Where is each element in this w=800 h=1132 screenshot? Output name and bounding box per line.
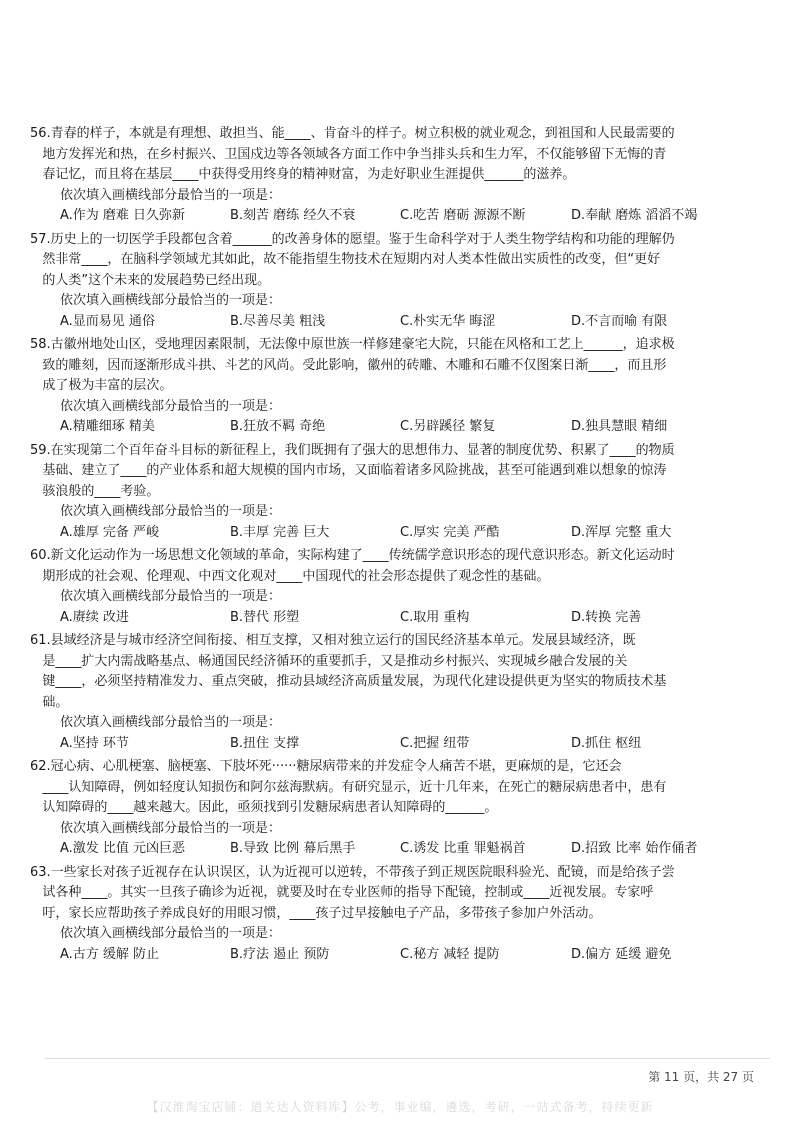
question-text-line: 春记忆，而且将在基层____中获得受用终身的精神财富，为走好职业生涯提供______的滋养。: [30, 167, 576, 182]
answer-option[interactable]: C.把握 纽带: [400, 735, 470, 751]
answer-option[interactable]: C.朴实无华 晦涩: [400, 313, 496, 329]
footer-divider: [45, 1058, 770, 1059]
question-text-line: 础。: [30, 694, 69, 710]
question-text-line: 60.新文化运动作为一场思想文化领域的革命，实际构建了____传统儒学意识形态的现代意识形态。新文化运动时: [30, 548, 675, 563]
question-text-line: 成了极为丰富的层次。: [30, 378, 173, 393]
answer-option[interactable]: C.吃苦 磨砺 源源不断: [400, 208, 526, 223]
question-block: [30, 335, 770, 438]
answer-options: [30, 839, 770, 860]
question-prompt: 依次填入画横线部分最恰当的一项是：: [60, 715, 282, 730]
answer-options: [30, 734, 770, 755]
answer-option[interactable]: C.另辟蹊径 繁复: [400, 419, 496, 434]
answer-option[interactable]: C.秘方 减轻 提防: [400, 946, 500, 962]
question-text-line: 59.在实现第二个百年奋斗目标的新征程上，我们既拥有了强大的思想伟力、显著的制度优势、积累了____的物质: [30, 442, 675, 458]
answer-option[interactable]: D.抓住 枢纽: [571, 735, 642, 751]
page-number: 第 11 页，共 27 页: [648, 1070, 754, 1084]
question-block: [30, 124, 770, 227]
question-prompt: 依次填入画横线部分最恰当的一项是：: [60, 820, 282, 836]
answer-option[interactable]: A.雄厚 完备 严峻: [60, 524, 160, 540]
question-block: [30, 441, 770, 544]
question-prompt: 依次填入画横线部分最恰当的一项是：: [60, 926, 282, 941]
question-text-line: 键____，必须坚持精准发力、重点突破，推动县域经济高质量发展，为现代化建设提供更为坚实的物质技术基: [30, 674, 667, 689]
answer-option[interactable]: B.疗法 遏止 预防: [230, 946, 330, 962]
question-prompt: 依次填入画横线部分最恰当的一项是：: [60, 187, 282, 203]
question-block: [30, 757, 770, 860]
answer-option[interactable]: A.古方 缓解 防止: [60, 946, 160, 962]
watermark-text: 【汉淮淘宝店铺：道关达人资料库】公考，事业编，遴选，考研，一站式备考，持续更新: [146, 1100, 654, 1114]
question-text-line: 试各种____。其实一旦孩子确诊为近视，就要及时在专业医师的指导下配镜，控制或____近视发展。专家呼: [30, 885, 654, 900]
question-text-line: 的人类”这个未来的发展趋势已经出现。: [30, 272, 271, 288]
question-text-line: 是____扩大内需战略基点、畅通国民经济循环的重要抓手，又是推动乡村振兴、实现城乡融合发展的关: [30, 653, 628, 669]
answer-option[interactable]: A.坚持 环节: [60, 735, 129, 751]
answer-option[interactable]: A.作为 磨难 日久弥新: [60, 208, 186, 223]
question-block: [30, 631, 770, 754]
answer-option[interactable]: B.尽善尽美 粗浅: [230, 313, 326, 329]
question-text-line: 致的雕刻，因而逐渐形成斗拱、斗艺的风尚。受此影响，徽州的砖雕、木雕和石雕不仅图案日渐____，而且形: [30, 357, 667, 373]
answer-option[interactable]: D.奉献 磨炼 滔滔不竭: [571, 208, 698, 223]
question-text-line: 认知障碍的____越来越大。因此，亟须找到引发糖尿病患者认知障碍的______。: [30, 800, 498, 815]
question-text-line: 57.历史上的一切医学手段都包含着______的改善身体的愿望。鉴于生命科学对于人类生物学结构和功能的理解仍: [30, 231, 675, 247]
answer-option[interactable]: D.偏方 延缓 避免: [571, 946, 672, 962]
question-prompt: 依次填入画横线部分最恰当的一项是：: [60, 293, 282, 308]
question-text-line: 63.一些家长对孩子近视存在认识误区，认为近视可以逆转，不带孩子到正规医院眼科验光、配镜，而是给孩子尝: [30, 864, 675, 880]
answer-options: [30, 206, 770, 227]
question-block: [30, 863, 770, 966]
question-text-line: 期形成的社会观、伦理观、中西文化观对____中国现代的社会形态提供了观念性的基础。: [30, 568, 550, 584]
answer-option[interactable]: C.诱发 比重 罪魁祸首: [400, 841, 526, 856]
answer-option[interactable]: B.狂放不羁 奇绝: [230, 419, 326, 434]
answer-option[interactable]: D.浑厚 完整 重大: [571, 524, 672, 540]
answer-options: [30, 608, 770, 629]
answer-options: [30, 312, 770, 333]
question-text-line: 然非常____，在脑科学领域尤其如此，故不能指望生物技术在短期内对人类本性做出实质性的改变，但“更好: [30, 252, 661, 267]
answer-option[interactable]: B.导致 比例 幕后黑手: [230, 841, 356, 856]
answer-option[interactable]: D.转换 完善: [571, 609, 642, 625]
question-text-line: 62.冠心病、心肌梗塞、脑梗塞、下肢坏死······糖尿病带来的并发症令人痛苦不堪，更麻烦的是，它还会: [30, 759, 622, 774]
question-text-line: 吁，家长应帮助孩子养成良好的用眼习惯，____孩子过早接触电子产品，多带孩子参加户外活动。: [30, 905, 602, 921]
answer-option[interactable]: A.精雕细琢 精美: [60, 419, 155, 434]
question-text-line: 基础、建立了____的产业体系和超大规模的国内市场，又面临着诸多风险挑战，甚至可能遇到难以想象的惊涛: [30, 463, 667, 478]
question-text-line: 地方发挥光和热，在乡村振兴、卫国戍边等各领域各方面工作中争当排头兵和生力军，不仅能够留下无悔的青: [30, 146, 667, 162]
question-text-line: 61.县域经济是与城市经济空间衔接、相互支撑，又相对独立运行的国民经济基本单元。发展县域经济，既: [30, 633, 636, 648]
question-prompt: 依次填入画横线部分最恰当的一项是：: [60, 589, 282, 604]
question-prompt: 依次填入画横线部分最恰当的一项是：: [60, 398, 282, 414]
question-text-line: ____认知障碍，例如轻度认知损伤和阿尔兹海默病。有研究显示，近十几年来，在死亡的糖尿病患者中，患有: [30, 779, 667, 795]
answer-option[interactable]: B.替代 形塑: [230, 609, 300, 625]
question-text-line: 骇浪般的____考验。: [30, 483, 160, 499]
answer-option[interactable]: D.不言而喻 有限: [571, 313, 668, 329]
question-block: [30, 230, 770, 333]
question-block: [30, 546, 770, 628]
answer-option[interactable]: D.招致 比率 始作俑者: [571, 841, 698, 856]
answer-options: [30, 945, 770, 966]
answer-option[interactable]: A.显而易见 通俗: [60, 313, 155, 329]
answer-option[interactable]: B.扭住 支撑: [230, 735, 300, 751]
answer-options: [30, 523, 770, 544]
answer-option[interactable]: B.刻苦 磨练 经久不衰: [230, 208, 356, 223]
answer-option[interactable]: D.独具慧眼 精细: [571, 419, 668, 434]
answer-option[interactable]: A.赓续 改进: [60, 609, 129, 625]
question-prompt: 依次填入画横线部分最恰当的一项是：: [60, 504, 282, 519]
question-text-line: 58.古徽州地处山区，受地理因素限制，无法像中原世族一样修建豪宅大院，只能在风格和工艺上______，追求极: [30, 337, 675, 352]
answer-option[interactable]: C.厚实 完美 严酷: [400, 524, 500, 540]
answer-option[interactable]: B.丰厚 完善 巨大: [230, 524, 330, 540]
answer-option[interactable]: A.激发 比值 元凶巨恶: [60, 841, 186, 856]
answer-option[interactable]: C.取用 重构: [400, 609, 470, 625]
answer-options: [30, 417, 770, 438]
question-text-line: 56.青春的样子，本就是有理想、敢担当、能____、肯奋斗的样子。树立积极的就业观念，到祖国和人民最需要的: [30, 126, 675, 141]
question-list: [30, 124, 770, 968]
